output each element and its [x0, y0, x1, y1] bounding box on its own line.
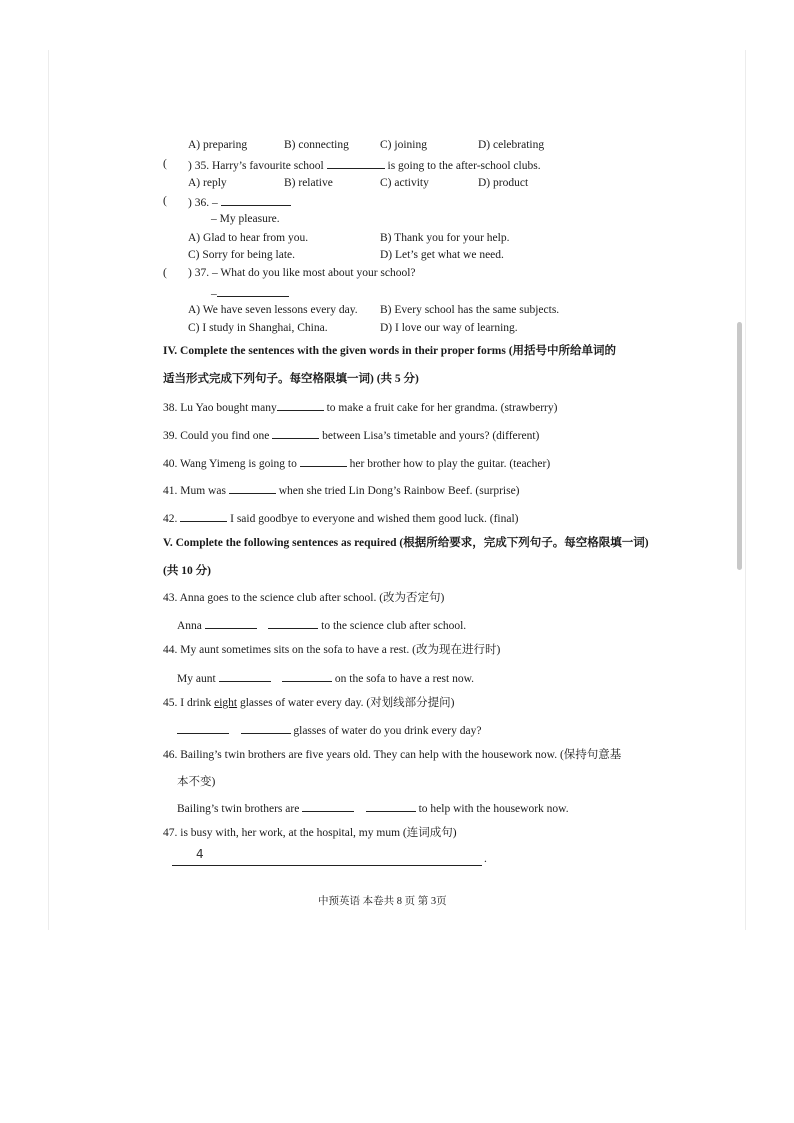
question-stem: Harry’s favourite school [211, 160, 324, 172]
answer-blank[interactable] [277, 399, 324, 411]
answer-bracket: ( [163, 195, 167, 207]
question-39 [163, 427, 539, 443]
option: D) product [478, 177, 529, 189]
q35-options [188, 176, 528, 190]
question-46: 46. Bailing’s twin brothers are five years old. They can help with the housework now. (保持句意基 [163, 749, 622, 761]
option: D) I love our way of learning. [380, 322, 518, 334]
question-stem: 38. Lu Yao bought many [163, 402, 277, 414]
question-stem: I said goodbye to everyone and wished them good luck. (final) [230, 513, 519, 525]
question-number: ) 37. [188, 267, 210, 279]
answer-blank[interactable] [302, 800, 354, 812]
question-44: 44. My aunt sometimes sits on the sofa to have a rest. (改为现在进行时) [163, 644, 501, 656]
question-stem: 39. Could you find one [163, 430, 270, 442]
question-46-cont: 本不变) [177, 776, 216, 788]
answer-blank[interactable] [268, 617, 318, 629]
answer-blank[interactable] [219, 670, 271, 682]
option: C) Sorry for being late. [188, 249, 295, 261]
answer-line-43 [177, 617, 466, 633]
question-45 [163, 696, 455, 710]
option: B) Thank you for your help. [380, 232, 510, 244]
question-35 [188, 157, 541, 173]
answer-prefix: Bailing’s twin brothers are [177, 803, 300, 815]
dialogue-blank-line [211, 285, 289, 301]
option: B) Every school has the same subjects. [380, 304, 560, 316]
underlined-word: eight [214, 697, 238, 709]
handwritten-mark: 4 [196, 847, 204, 861]
q37-options-row2 [188, 321, 518, 335]
page-edge-right [745, 50, 746, 930]
answer-blank[interactable] [221, 194, 291, 206]
option: B) relative [284, 177, 333, 189]
question-42 [163, 510, 519, 526]
answer-blank[interactable] [177, 722, 229, 734]
question-stem: glasses of water every day. (对划线部分提问) [237, 697, 455, 709]
answer-blank[interactable] [300, 455, 347, 467]
answer-suffix: on the sofa to have a rest now. [334, 673, 475, 685]
q36-options-row1 [188, 231, 509, 245]
question-stem: 40. Wang Yimeng is going to [163, 458, 297, 470]
answer-blank[interactable] [241, 722, 291, 734]
question-40 [163, 455, 550, 471]
answer-line-46 [177, 800, 569, 816]
question-38 [163, 399, 557, 415]
option: C) activity [380, 177, 429, 189]
question-stem: 42. [163, 513, 178, 525]
answer-suffix: glasses of water do you drink every day? [293, 725, 482, 737]
option: B) connecting [284, 139, 349, 151]
option: D) Let’s get what we need. [380, 249, 504, 261]
answer-blank[interactable] [327, 157, 385, 169]
answer-prefix: Anna [177, 620, 202, 632]
scrollbar-thumb[interactable] [737, 322, 742, 570]
option: A) We have seven lessons every day. [188, 304, 358, 316]
question-stem: is going to the after-school clubs. [387, 160, 541, 172]
question-43: 43. Anna goes to the science club after school. (改为否定句) [163, 592, 445, 604]
question-47: 47. is busy with, her work, at the hospital, my mum (连词成句) [163, 827, 457, 839]
question-stem: her brother how to play the guitar. (teacher) [349, 458, 551, 470]
answer-bracket: ( [163, 267, 167, 279]
question-stem: between Lisa’s timetable and yours? (different) [322, 430, 540, 442]
question-stem: to make a fruit cake for her grandma. (strawberry) [326, 402, 558, 414]
section-heading: V. Complete the following sentences as required (根据所给要求，完成下列句子。每空格限填一词) [163, 537, 649, 549]
q37-options-row1 [188, 303, 559, 317]
question-number: ) 36. – [188, 197, 218, 209]
section-heading: (共 10 分) [163, 565, 211, 577]
section-heading: 适当形式完成下列句子。每空格限填一词) (共 5 分) [163, 373, 419, 385]
answer-prefix: My aunt [177, 673, 216, 685]
dialogue-reply: – My pleasure. [211, 213, 280, 225]
question-41 [163, 482, 520, 498]
option: A) preparing [188, 139, 248, 151]
answer-line-47[interactable] [172, 849, 482, 866]
option: A) Glad to hear from you. [188, 232, 309, 244]
option: A) reply [188, 177, 227, 189]
answer-blank[interactable] [282, 670, 332, 682]
sentence-end: . [484, 853, 487, 865]
answer-line-44 [177, 670, 474, 686]
answer-suffix: to the science club after school. [321, 620, 467, 632]
answer-blank[interactable] [229, 482, 276, 494]
q34-options [188, 138, 544, 152]
question-stem: 45. I drink [163, 697, 215, 709]
answer-suffix: to help with the housework now. [418, 803, 569, 815]
page-edge-left [48, 50, 49, 930]
answer-blank[interactable] [205, 617, 257, 629]
answer-blank[interactable] [272, 427, 319, 439]
option: C) joining [380, 139, 427, 151]
question-stem: – What do you like most about your school? [211, 267, 416, 279]
question-number: ) 35. [188, 160, 210, 172]
question-37 [188, 266, 416, 280]
dash: – [211, 288, 217, 300]
answer-bracket: ( [163, 158, 167, 170]
question-stem: when she tried Lin Dong’s Rainbow Beef. (surprise) [278, 485, 520, 497]
page-footer: 中预英语 本卷共 8 页 第 3页 [318, 896, 447, 907]
option: C) I study in Shanghai, China. [188, 322, 328, 334]
question-36 [188, 194, 291, 210]
question-stem: 41. Mum was [163, 485, 226, 497]
section-heading: IV. Complete the sentences with the given words in their proper forms (用括号中所给单词的 [163, 345, 617, 357]
answer-line-45 [177, 722, 481, 738]
q36-options-row2 [188, 248, 504, 262]
answer-blank[interactable] [180, 510, 227, 522]
answer-blank[interactable] [217, 285, 289, 297]
answer-blank[interactable] [366, 800, 416, 812]
option: D) celebrating [478, 139, 545, 151]
